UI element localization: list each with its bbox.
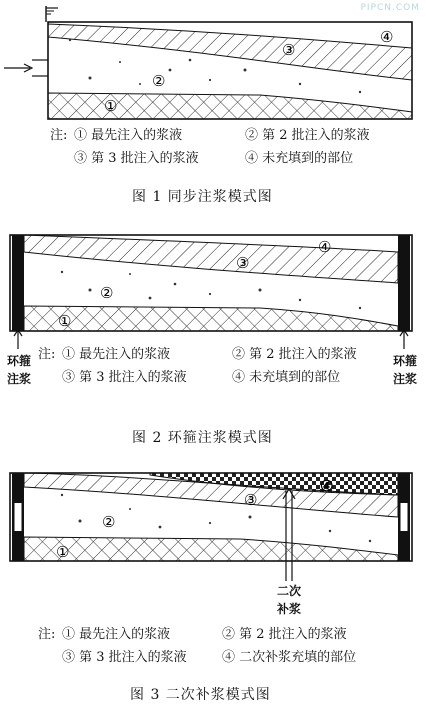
zone-label-3: ③	[236, 254, 250, 272]
zone-label-1: ①	[104, 97, 118, 115]
fig2-note-prefix: 注:	[38, 347, 56, 362]
fig1-caption: 图 1 同步注浆模式图	[132, 189, 273, 205]
zone-label-3: ③	[244, 491, 258, 509]
fig3-caption: 图 3 二次补浆模式图	[130, 687, 271, 703]
fig3-secondary-grouting-label: 二次 补浆	[276, 584, 301, 616]
zone-label-4: ④	[318, 238, 332, 256]
zone-label-4: ④	[320, 477, 334, 495]
zone-label-3: ③	[282, 41, 296, 59]
fig1-note-2: ② 第 2 批注入的浆液	[245, 128, 370, 143]
zone-label-1: ①	[58, 312, 72, 330]
fig3-note-3: ③ 第 3 批注入的浆液	[62, 650, 187, 665]
fig2-left-ring-grout-label: 环箍 注浆	[6, 354, 31, 386]
fig1-note-3: ③ 第 3 批注入的浆液	[74, 151, 199, 166]
fig3-note-prefix: 注:	[38, 627, 56, 642]
zone-label-4: ④	[380, 28, 394, 46]
fig1-note-1: ① 最先注入的浆液	[74, 128, 183, 143]
fig1-note-prefix: 注:	[50, 128, 68, 143]
figure-2-diagram	[0, 224, 428, 354]
figure-1-diagram	[0, 0, 428, 130]
figure-3-diagram	[0, 465, 428, 595]
watermark: PIPCN.COM	[360, 3, 420, 13]
fig2-note-2: ② 第 2 批注入的浆液	[232, 347, 357, 362]
fig2-note-3: ③ 第 3 批注入的浆液	[62, 370, 187, 385]
fig2-note-1: ① 最先注入的浆液	[62, 347, 171, 362]
fig2-caption: 图 2 环箍注浆模式图	[132, 430, 273, 446]
zone-label-2: ②	[100, 284, 114, 302]
fig2-right-ring-grout-label: 环箍 注浆	[392, 354, 417, 386]
fig2-note-4: ④ 未充填到的部位	[232, 370, 341, 385]
fig3-note-1: ① 最先注入的浆液	[62, 627, 171, 642]
zone-label-1: ①	[56, 543, 70, 561]
zone-label-2: ②	[102, 513, 116, 531]
fig3-note-2: ② 第 2 批注入的浆液	[222, 627, 347, 642]
zone-label-2: ②	[152, 72, 166, 90]
fig3-note-4: ④ 二次补浆充填的部位	[222, 650, 357, 665]
fig1-note-4: ④ 未充填到的部位	[245, 151, 354, 166]
